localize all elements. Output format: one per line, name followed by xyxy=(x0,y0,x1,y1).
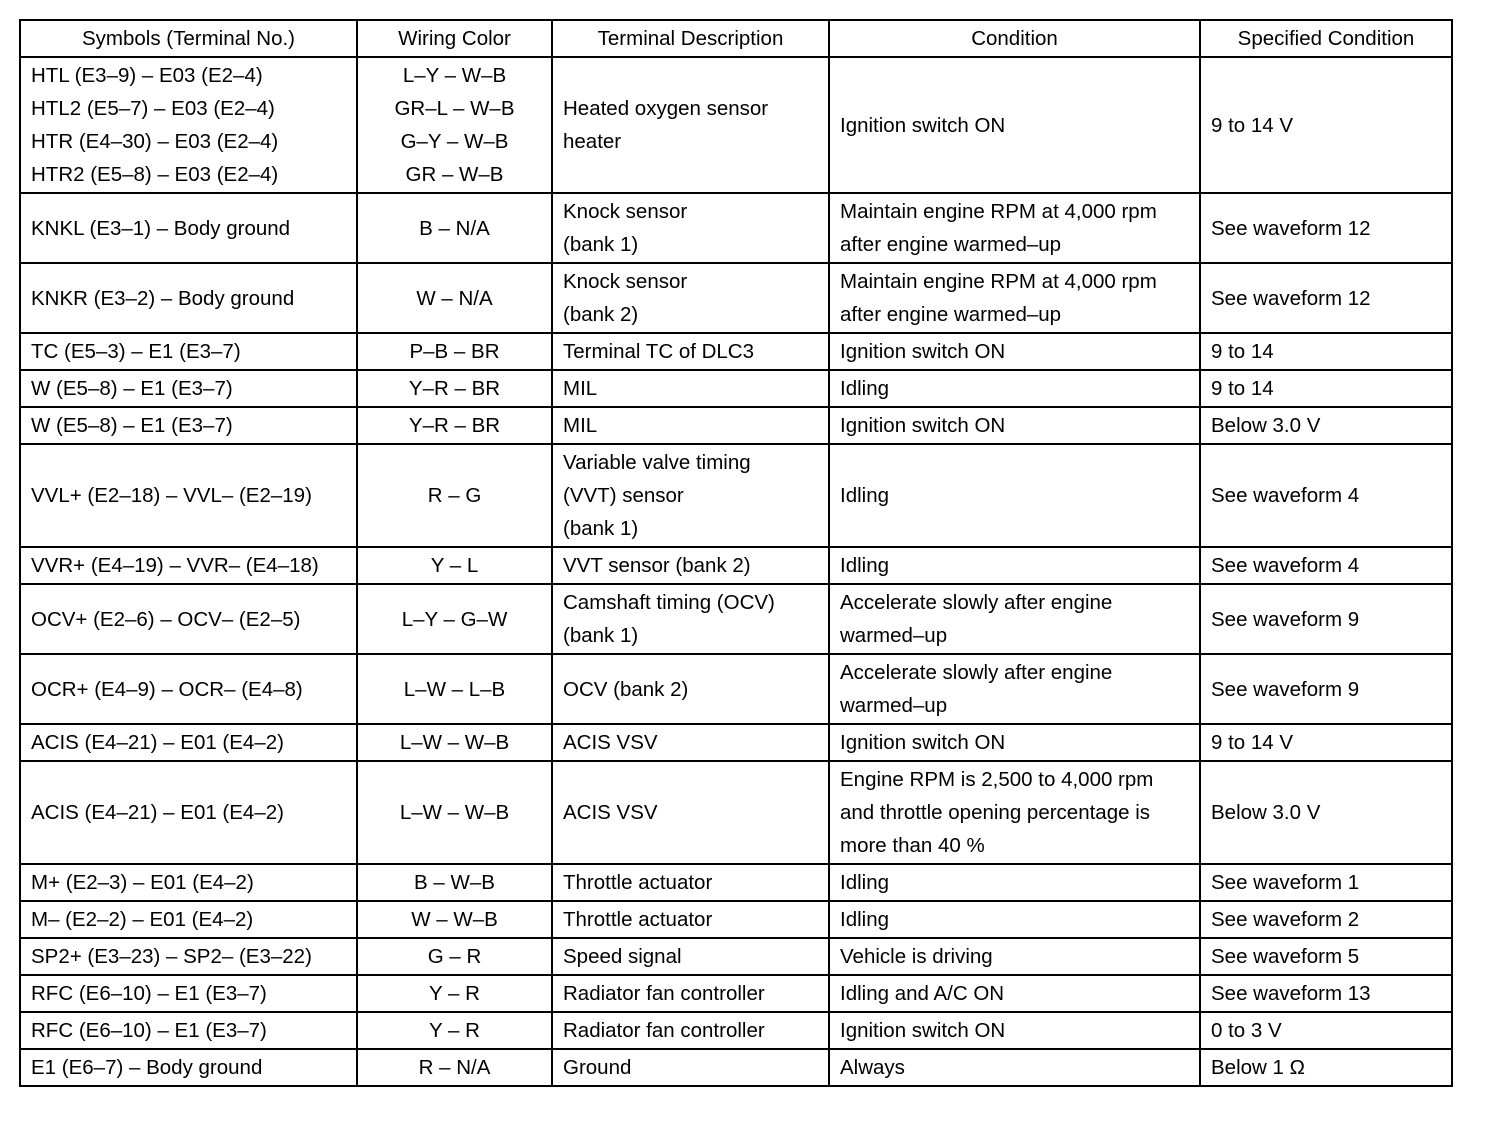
cell-line: Speed signal xyxy=(563,945,682,968)
cell-symbols xyxy=(20,938,357,975)
cell-line: KNKL (E3–1) – Body ground xyxy=(31,216,291,240)
header-symbols: Symbols (Terminal No.) xyxy=(20,20,357,57)
cell-line: RFC (E6–10) – E1 (E3–7) xyxy=(31,982,267,1005)
cell-line: 9 to 14 V xyxy=(1211,113,1294,137)
cell-condition xyxy=(829,333,1200,370)
cell-specified-condition xyxy=(1200,547,1452,584)
cell-symbols xyxy=(20,1012,357,1049)
terminal-spec-table xyxy=(19,19,1453,1087)
cell-line: See waveform 9 xyxy=(1211,607,1360,631)
cell-terminal-description xyxy=(552,370,829,407)
table-row xyxy=(20,761,1452,864)
table-row xyxy=(20,975,1452,1012)
cell-specified-condition xyxy=(1200,444,1452,547)
table-row xyxy=(20,444,1452,547)
cell-specified-condition xyxy=(1200,761,1452,864)
cell-symbols xyxy=(20,444,357,547)
cell-condition xyxy=(829,444,1200,547)
cell-condition xyxy=(829,370,1200,407)
cell-specified-condition xyxy=(1200,654,1452,724)
cell-wiring-color xyxy=(357,975,552,1012)
cell-terminal-description xyxy=(552,584,829,654)
cell-line: See waveform 5 xyxy=(1211,945,1360,968)
table-row xyxy=(20,193,1452,263)
cell-line: OCV+ (E2–6) – OCV– (E2–5) xyxy=(31,607,301,631)
cell-symbols xyxy=(20,193,357,263)
table-row xyxy=(20,901,1452,938)
cell-line: Terminal TC of DLC3 xyxy=(563,340,755,363)
cell-line: Ignition switch ON xyxy=(840,113,1006,137)
cell-wiring-color xyxy=(357,1012,552,1049)
cell-terminal-description xyxy=(552,444,829,547)
cell-line: VVL+ (E2–18) – VVL– (E2–19) xyxy=(31,484,312,507)
cell-line: Idling xyxy=(840,554,890,577)
cell-wiring-color xyxy=(357,370,552,407)
cell-line: Heated oxygen sensor xyxy=(563,97,769,120)
cell-terminal-description xyxy=(552,1049,829,1086)
cell-line: Ground xyxy=(563,1056,632,1079)
cell-condition xyxy=(829,57,1200,193)
cell-line: ACIS VSV xyxy=(563,801,658,824)
cell-condition xyxy=(829,975,1200,1012)
cell-line: warmed–up xyxy=(840,624,948,647)
cell-symbols xyxy=(20,654,357,724)
cell-line: G–Y – W–B xyxy=(400,130,509,153)
cell-symbols xyxy=(20,761,357,864)
cell-wiring-color xyxy=(357,57,552,193)
cell-line: Radiator fan controller xyxy=(563,982,765,1005)
cell-line: (VVT) sensor xyxy=(563,484,684,507)
cell-symbols xyxy=(20,584,357,654)
cell-line: R – G xyxy=(427,484,482,507)
cell-line: (bank 1) xyxy=(563,517,639,540)
cell-symbols xyxy=(20,975,357,1012)
cell-symbols xyxy=(20,864,357,901)
cell-line: Below 3.0 V xyxy=(1211,414,1321,437)
cell-terminal-description xyxy=(552,901,829,938)
cell-wiring-color xyxy=(357,333,552,370)
cell-line: ACIS VSV xyxy=(563,731,658,754)
cell-wiring-color xyxy=(357,938,552,975)
cell-line: HTL2 (E5–7) – E03 (E2–4) xyxy=(31,97,275,120)
cell-wiring-color xyxy=(357,584,552,654)
cell-specified-condition xyxy=(1200,938,1452,975)
cell-line: Idling xyxy=(840,484,890,507)
cell-line: E1 (E6–7) – Body ground xyxy=(31,1056,263,1079)
cell-line: W – N/A xyxy=(416,286,493,310)
cell-condition xyxy=(829,407,1200,444)
table-row xyxy=(20,263,1452,333)
cell-line: (bank 2) xyxy=(563,303,639,326)
cell-wiring-color xyxy=(357,407,552,444)
table-row xyxy=(20,864,1452,901)
cell-line: Y – R xyxy=(429,1019,480,1042)
cell-condition xyxy=(829,263,1200,333)
cell-symbols xyxy=(20,370,357,407)
cell-terminal-description xyxy=(552,724,829,761)
cell-specified-condition xyxy=(1200,193,1452,263)
cell-wiring-color xyxy=(357,761,552,864)
cell-line: MIL xyxy=(563,377,598,400)
cell-line: Accelerate slowly after engine xyxy=(840,591,1113,614)
cell-line: Y – L xyxy=(430,554,479,577)
cell-line: B – N/A xyxy=(419,216,490,240)
table-body xyxy=(20,57,1452,1086)
cell-line: OCV (bank 2) xyxy=(563,677,689,701)
cell-terminal-description xyxy=(552,761,829,864)
cell-line: Throttle actuator xyxy=(563,871,713,894)
cell-line: Y–R – BR xyxy=(408,377,501,400)
cell-line: P–B – BR xyxy=(409,340,500,363)
cell-terminal-description xyxy=(552,333,829,370)
header-row xyxy=(20,20,1452,57)
cell-line: See waveform 4 xyxy=(1211,554,1360,577)
cell-line: Idling and A/C ON xyxy=(840,982,1005,1005)
cell-specified-condition xyxy=(1200,370,1452,407)
table-row xyxy=(20,1012,1452,1049)
cell-line: HTR2 (E5–8) – E03 (E2–4) xyxy=(31,163,279,186)
cell-line: 9 to 14 xyxy=(1211,377,1274,400)
cell-wiring-color xyxy=(357,864,552,901)
cell-line: SP2+ (E3–23) – SP2– (E3–22) xyxy=(31,945,312,968)
cell-line: Idling xyxy=(840,908,890,931)
cell-line: Idling xyxy=(840,377,890,400)
cell-line: 9 to 14 V xyxy=(1211,731,1294,754)
table-row xyxy=(20,938,1452,975)
cell-condition xyxy=(829,1049,1200,1086)
cell-terminal-description xyxy=(552,547,829,584)
cell-line: Ignition switch ON xyxy=(840,340,1006,363)
cell-wiring-color xyxy=(357,1049,552,1086)
cell-line: Accelerate slowly after engine xyxy=(840,661,1113,684)
cell-condition xyxy=(829,584,1200,654)
cell-wiring-color xyxy=(357,724,552,761)
cell-wiring-color xyxy=(357,444,552,547)
cell-line: Ignition switch ON xyxy=(840,414,1006,437)
cell-terminal-description xyxy=(552,263,829,333)
cell-line: M– (E2–2) – E01 (E4–2) xyxy=(31,908,254,931)
cell-line: Engine RPM is 2,500 to 4,000 rpm xyxy=(840,768,1154,791)
cell-line: GR – W–B xyxy=(405,163,504,186)
cell-line: VVT sensor (bank 2) xyxy=(563,554,751,577)
cell-line: OCR+ (E4–9) – OCR– (E4–8) xyxy=(31,677,303,701)
cell-line: 9 to 14 xyxy=(1211,340,1274,363)
cell-line: Ignition switch ON xyxy=(840,731,1006,754)
cell-line: See waveform 9 xyxy=(1211,677,1360,701)
cell-line: Camshaft timing (OCV) xyxy=(563,591,775,614)
cell-specified-condition xyxy=(1200,333,1452,370)
cell-line: L–W – L–B xyxy=(403,677,506,701)
cell-line: L–W – W–B xyxy=(399,801,510,824)
cell-line: M+ (E2–3) – E01 (E4–2) xyxy=(31,871,254,894)
cell-line: Maintain engine RPM at 4,000 rpm xyxy=(840,200,1157,223)
cell-line: B – W–B xyxy=(414,871,495,894)
cell-wiring-color xyxy=(357,654,552,724)
header-terminal-description: Terminal Description xyxy=(552,20,829,57)
cell-line: Vehicle is driving xyxy=(840,945,993,968)
cell-condition xyxy=(829,724,1200,761)
cell-line: Idling xyxy=(840,871,890,894)
cell-line: HTL (E3–9) – E03 (E2–4) xyxy=(31,64,263,87)
cell-specified-condition xyxy=(1200,263,1452,333)
cell-wiring-color xyxy=(357,193,552,263)
cell-line: W (E5–8) – E1 (E3–7) xyxy=(31,414,233,437)
cell-line: after engine warmed–up xyxy=(840,303,1062,326)
cell-line: GR–L – W–B xyxy=(394,97,515,120)
cell-specified-condition xyxy=(1200,975,1452,1012)
cell-terminal-description xyxy=(552,1012,829,1049)
cell-line: L–W – W–B xyxy=(399,731,510,754)
cell-line: (bank 1) xyxy=(563,624,639,647)
cell-line: VVR+ (E4–19) – VVR– (E4–18) xyxy=(31,554,319,577)
cell-terminal-description xyxy=(552,975,829,1012)
cell-specified-condition xyxy=(1200,584,1452,654)
cell-line: R – N/A xyxy=(418,1056,491,1079)
cell-symbols xyxy=(20,547,357,584)
cell-terminal-description xyxy=(552,938,829,975)
cell-condition xyxy=(829,901,1200,938)
table-row xyxy=(20,407,1452,444)
cell-terminal-description xyxy=(552,407,829,444)
cell-wiring-color xyxy=(357,547,552,584)
cell-line: Variable valve timing xyxy=(563,451,751,474)
cell-line: See waveform 2 xyxy=(1211,908,1360,931)
cell-line: ACIS (E4–21) – E01 (E4–2) xyxy=(31,731,284,754)
cell-line: after engine warmed–up xyxy=(840,233,1062,256)
cell-line: Knock sensor xyxy=(563,270,688,293)
cell-line: Knock sensor xyxy=(563,200,688,223)
header-specified-condition: Specified Condition xyxy=(1200,20,1452,57)
header-condition: Condition xyxy=(829,20,1200,57)
cell-line: L–Y – W–B xyxy=(402,64,507,87)
cell-terminal-description xyxy=(552,193,829,263)
cell-line: warmed–up xyxy=(840,694,948,717)
cell-line: (bank 1) xyxy=(563,233,639,256)
table-row xyxy=(20,547,1452,584)
cell-line: Below 3.0 V xyxy=(1211,801,1321,824)
cell-wiring-color xyxy=(357,263,552,333)
cell-line: TC (E5–3) – E1 (E3–7) xyxy=(31,340,241,363)
cell-line: L–Y – G–W xyxy=(401,607,508,631)
cell-terminal-description xyxy=(552,57,829,193)
cell-specified-condition xyxy=(1200,864,1452,901)
cell-line: See waveform 1 xyxy=(1211,871,1360,894)
cell-line: and throttle opening percentage is xyxy=(840,801,1151,824)
cell-line: RFC (E6–10) – E1 (E3–7) xyxy=(31,1019,267,1042)
cell-specified-condition xyxy=(1200,724,1452,761)
cell-line: Below 1 Ω xyxy=(1211,1056,1305,1079)
cell-line: Y – R xyxy=(429,982,480,1005)
cell-symbols xyxy=(20,724,357,761)
cell-line: Always xyxy=(840,1056,905,1079)
cell-symbols xyxy=(20,407,357,444)
table-row xyxy=(20,1049,1452,1086)
cell-symbols xyxy=(20,57,357,193)
cell-specified-condition xyxy=(1200,901,1452,938)
cell-condition xyxy=(829,761,1200,864)
cell-line: 0 to 3 V xyxy=(1211,1019,1282,1042)
cell-condition xyxy=(829,1012,1200,1049)
table-row xyxy=(20,57,1452,193)
cell-terminal-description xyxy=(552,654,829,724)
table-row xyxy=(20,333,1452,370)
cell-line: more than 40 % xyxy=(840,834,985,857)
cell-line: Ignition switch ON xyxy=(840,1019,1006,1042)
cell-line: See waveform 12 xyxy=(1211,216,1371,240)
cell-specified-condition xyxy=(1200,57,1452,193)
cell-condition xyxy=(829,938,1200,975)
cell-line: Y–R – BR xyxy=(408,414,501,437)
table-row xyxy=(20,584,1452,654)
cell-line: Radiator fan controller xyxy=(563,1019,765,1042)
table-row xyxy=(20,370,1452,407)
cell-specified-condition xyxy=(1200,1049,1452,1086)
cell-wiring-color xyxy=(357,901,552,938)
cell-line: HTR (E4–30) – E03 (E2–4) xyxy=(31,130,279,153)
cell-specified-condition xyxy=(1200,407,1452,444)
cell-line: G – R xyxy=(427,945,482,968)
cell-symbols xyxy=(20,263,357,333)
cell-line: ACIS (E4–21) – E01 (E4–2) xyxy=(31,801,284,824)
table-row xyxy=(20,724,1452,761)
cell-line: W – W–B xyxy=(411,908,498,931)
cell-line: MIL xyxy=(563,414,598,437)
cell-symbols xyxy=(20,1049,357,1086)
cell-line: Maintain engine RPM at 4,000 rpm xyxy=(840,270,1157,293)
cell-symbols xyxy=(20,333,357,370)
cell-specified-condition xyxy=(1200,1012,1452,1049)
cell-line: See waveform 13 xyxy=(1211,982,1371,1005)
table-row xyxy=(20,654,1452,724)
cell-condition xyxy=(829,864,1200,901)
cell-line: See waveform 4 xyxy=(1211,484,1360,507)
cell-line: See waveform 12 xyxy=(1211,286,1371,310)
cell-condition xyxy=(829,547,1200,584)
cell-symbols xyxy=(20,901,357,938)
header-wiring-color: Wiring Color xyxy=(357,20,552,57)
cell-line: heater xyxy=(563,130,622,153)
cell-terminal-description xyxy=(552,864,829,901)
cell-line: Throttle actuator xyxy=(563,908,713,931)
cell-line: KNKR (E3–2) – Body ground xyxy=(31,286,295,310)
cell-line: W (E5–8) – E1 (E3–7) xyxy=(31,377,233,400)
cell-condition xyxy=(829,193,1200,263)
cell-condition xyxy=(829,654,1200,724)
